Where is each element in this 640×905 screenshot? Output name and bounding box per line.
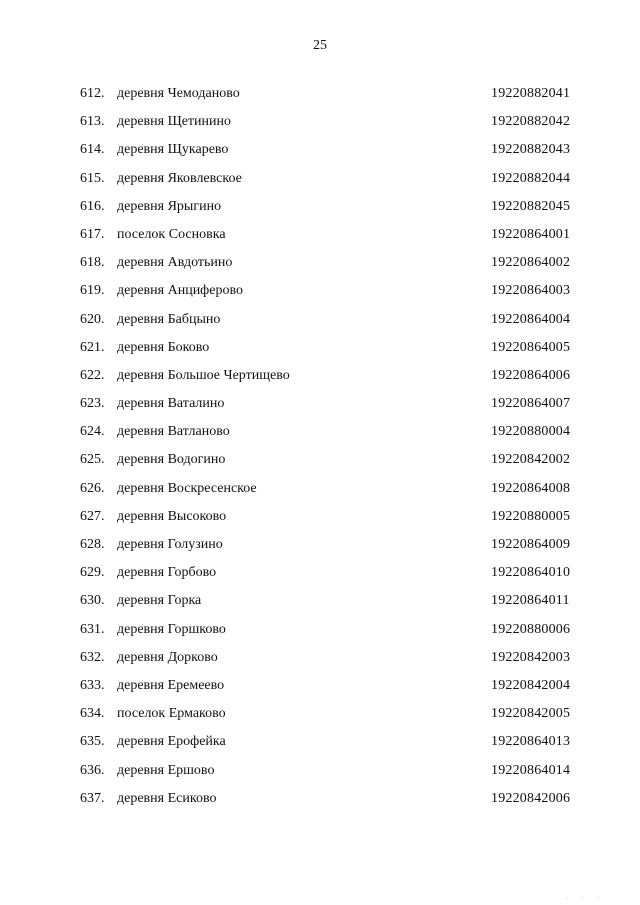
settlement-name: деревня Анциферово [117, 283, 243, 299]
list-item [0, 338, 640, 366]
list-item [0, 169, 640, 197]
oktmo-code: 19220882043 [491, 142, 571, 158]
list-item [0, 84, 640, 112]
oktmo-code: 19220880004 [491, 424, 571, 440]
list-item [0, 563, 640, 591]
list-item [0, 535, 640, 563]
item-number: 625. [80, 452, 105, 468]
item-number: 614. [80, 142, 105, 158]
settlement-name: поселок Сосновка [117, 226, 226, 242]
list-item [0, 591, 640, 619]
settlement-name: деревня Яковлевское [117, 170, 242, 186]
scan-artifact-marks: · · · [566, 896, 605, 902]
settlement-name: деревня Есиково [117, 790, 217, 806]
settlement-name: деревня Большое Чертищево [117, 367, 290, 383]
list-item [0, 704, 640, 732]
settlement-name: поселок Ермаково [117, 706, 226, 722]
oktmo-code: 19220842006 [491, 790, 571, 806]
settlement-name: деревня Горшково [117, 621, 226, 637]
oktmo-code: 19220864014 [491, 762, 571, 778]
settlement-name: деревня Ватланово [117, 424, 230, 440]
list-item [0, 507, 640, 535]
oktmo-code: 19220882044 [491, 170, 571, 186]
settlement-name: деревня Ершово [117, 762, 215, 778]
list-item [0, 281, 640, 309]
item-number: 613. [80, 114, 105, 130]
item-number: 628. [80, 537, 105, 552]
list-item [0, 140, 640, 168]
item-number: 632. [80, 649, 105, 665]
item-number: 629. [80, 565, 105, 581]
oktmo-code: 19220864001 [491, 226, 571, 242]
oktmo-code: 19220864011 [491, 593, 570, 609]
oktmo-code: 19220864006 [491, 367, 571, 383]
settlement-name: деревня Горбово [117, 565, 217, 581]
item-number: 633. [80, 677, 105, 693]
settlement-name: деревня Водогино [117, 452, 226, 468]
item-number: 627. [80, 508, 105, 524]
item-number: 615. [80, 170, 105, 186]
oktmo-code: 19220882041 [491, 86, 571, 101]
oktmo-code: 19220864003 [491, 283, 571, 299]
settlement-name: деревня Ваталино [117, 396, 225, 412]
settlement-name: деревня Голузино [117, 537, 223, 552]
list-item [0, 761, 640, 789]
item-number: 634. [80, 706, 105, 722]
oktmo-code: 19220864010 [491, 565, 571, 581]
list-item [0, 648, 640, 676]
oktmo-code: 19220864007 [491, 396, 571, 412]
oktmo-code: 19220864013 [491, 734, 571, 750]
item-number: 619. [80, 283, 105, 299]
settlement-name: деревня Еремеево [117, 677, 225, 693]
oktmo-code: 19220842005 [491, 706, 571, 722]
oktmo-code: 19220864002 [491, 255, 571, 271]
page-number: 25 [313, 38, 327, 53]
settlement-name: деревня Высоково [117, 508, 227, 524]
item-number: 620. [80, 311, 105, 327]
list-item [0, 422, 640, 450]
item-number: 637. [80, 790, 105, 806]
oktmo-code: 19220864005 [491, 339, 571, 355]
list-item [0, 789, 640, 817]
settlement-name: деревня Чемоданово [117, 86, 240, 101]
list-item [0, 366, 640, 394]
oktmo-code: 19220864004 [491, 311, 571, 327]
oktmo-code: 19220882045 [491, 198, 571, 214]
settlement-name: деревня Щукарево [117, 142, 229, 158]
oktmo-code: 19220880006 [491, 621, 571, 637]
list-item [0, 112, 640, 140]
item-number: 623. [80, 396, 105, 412]
oktmo-code: 19220842004 [491, 677, 571, 693]
item-number: 630. [80, 593, 105, 609]
list-item [0, 310, 640, 338]
oktmo-code: 19220842003 [491, 649, 571, 665]
item-number: 626. [80, 480, 105, 496]
item-number: 636. [80, 762, 105, 778]
settlement-name: деревня Горка [117, 593, 202, 609]
list-item [0, 253, 640, 281]
settlement-name: деревня Ярыгино [117, 198, 222, 214]
settlement-name: деревня Щетинино [117, 114, 232, 130]
list-item [0, 394, 640, 422]
oktmo-code: 19220864008 [491, 480, 571, 496]
settlement-name: деревня Ерофейка [117, 734, 226, 750]
item-number: 618. [80, 255, 105, 271]
oktmo-code: 19220882042 [491, 114, 571, 130]
settlement-name: деревня Бабцыно [117, 311, 221, 327]
item-number: 635. [80, 734, 105, 750]
oktmo-code: 19220864009 [491, 537, 571, 552]
item-number: 617. [80, 226, 105, 242]
list-item [0, 225, 640, 253]
settlement-name: деревня Авдотьино [117, 255, 233, 271]
item-number: 622. [80, 367, 105, 383]
list-item [0, 450, 640, 478]
list-item [0, 479, 640, 507]
item-number: 616. [80, 198, 105, 214]
settlement-name: деревня Боково [117, 339, 210, 355]
list-item [0, 676, 640, 704]
list-item [0, 732, 640, 760]
oktmo-code: 19220880005 [491, 508, 571, 524]
list-item [0, 620, 640, 648]
settlement-name: деревня Дорково [117, 649, 218, 665]
list-item [0, 197, 640, 225]
settlement-name: деревня Воскресенское [117, 480, 257, 496]
item-number: 631. [80, 621, 105, 637]
oktmo-code: 19220842002 [491, 452, 571, 468]
item-number: 612. [80, 86, 105, 101]
item-number: 621. [80, 339, 105, 355]
settlement-list [0, 84, 640, 817]
item-number: 624. [80, 424, 105, 440]
